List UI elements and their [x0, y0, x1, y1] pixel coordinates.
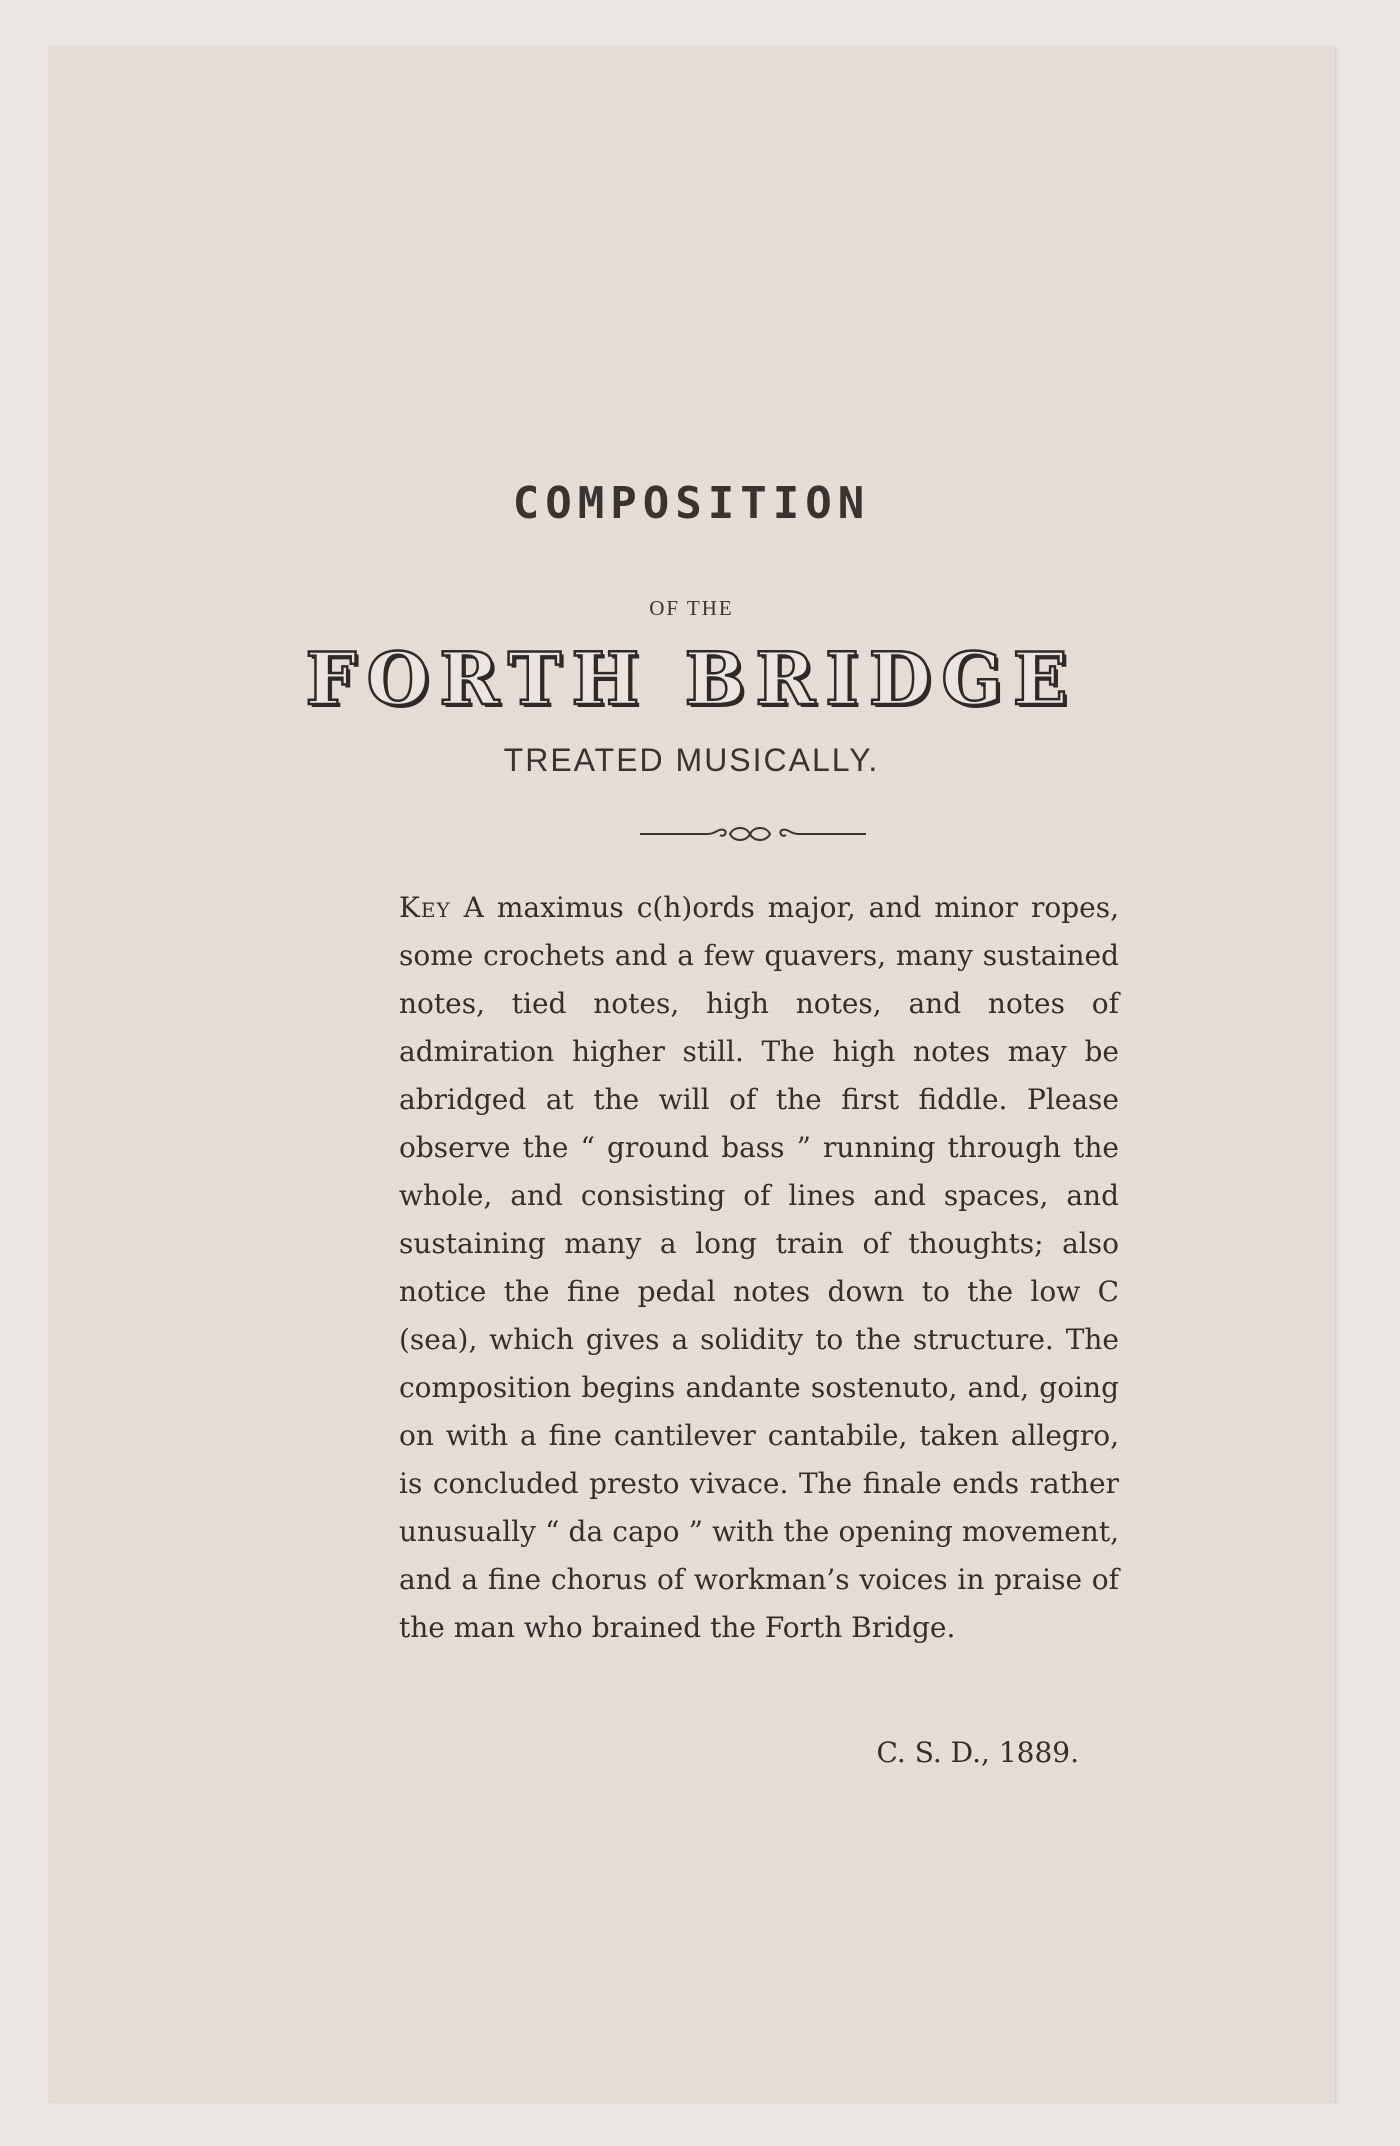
- title-of-the: OF THE: [649, 596, 734, 620]
- body-text: A maximus c(h)ords major, and minor ropes, some crochets and a few quavers, many sustained notes, tied notes, high notes, and notes of admiration higher still. The high notes may be abridged at the will of the first fiddle. Please observe the “ ground bass ” running through the whole, and consisting of lines and spaces, and sustaining many a long train of thoughts; also notice the fine pedal notes down to the low C (sea), which gives a solidity to the structure. The composition begins andante sostenuto, and, going on with a fine cantilever cantabile, taken allegro, is concluded presto vivace. The finale ends rather unusually “ da capo ” with the opening movement, and a fine chorus of workman’s voices in praise of the man who brained the Forth Bridge.: [399, 891, 1119, 1644]
- document-page: [48, 46, 1336, 2102]
- signature: C. S. D., 1889.: [876, 1736, 1079, 1769]
- title-composition: COMPOSITION: [512, 478, 871, 529]
- body-paragraph: [399, 884, 1119, 1652]
- body-key-word: Key: [399, 891, 451, 924]
- title-treated-musically: TREATED MUSICALLY.: [503, 742, 880, 778]
- title-forth-bridge: FORTH BRIDGE: [305, 636, 1078, 721]
- ornamental-divider: [638, 820, 868, 848]
